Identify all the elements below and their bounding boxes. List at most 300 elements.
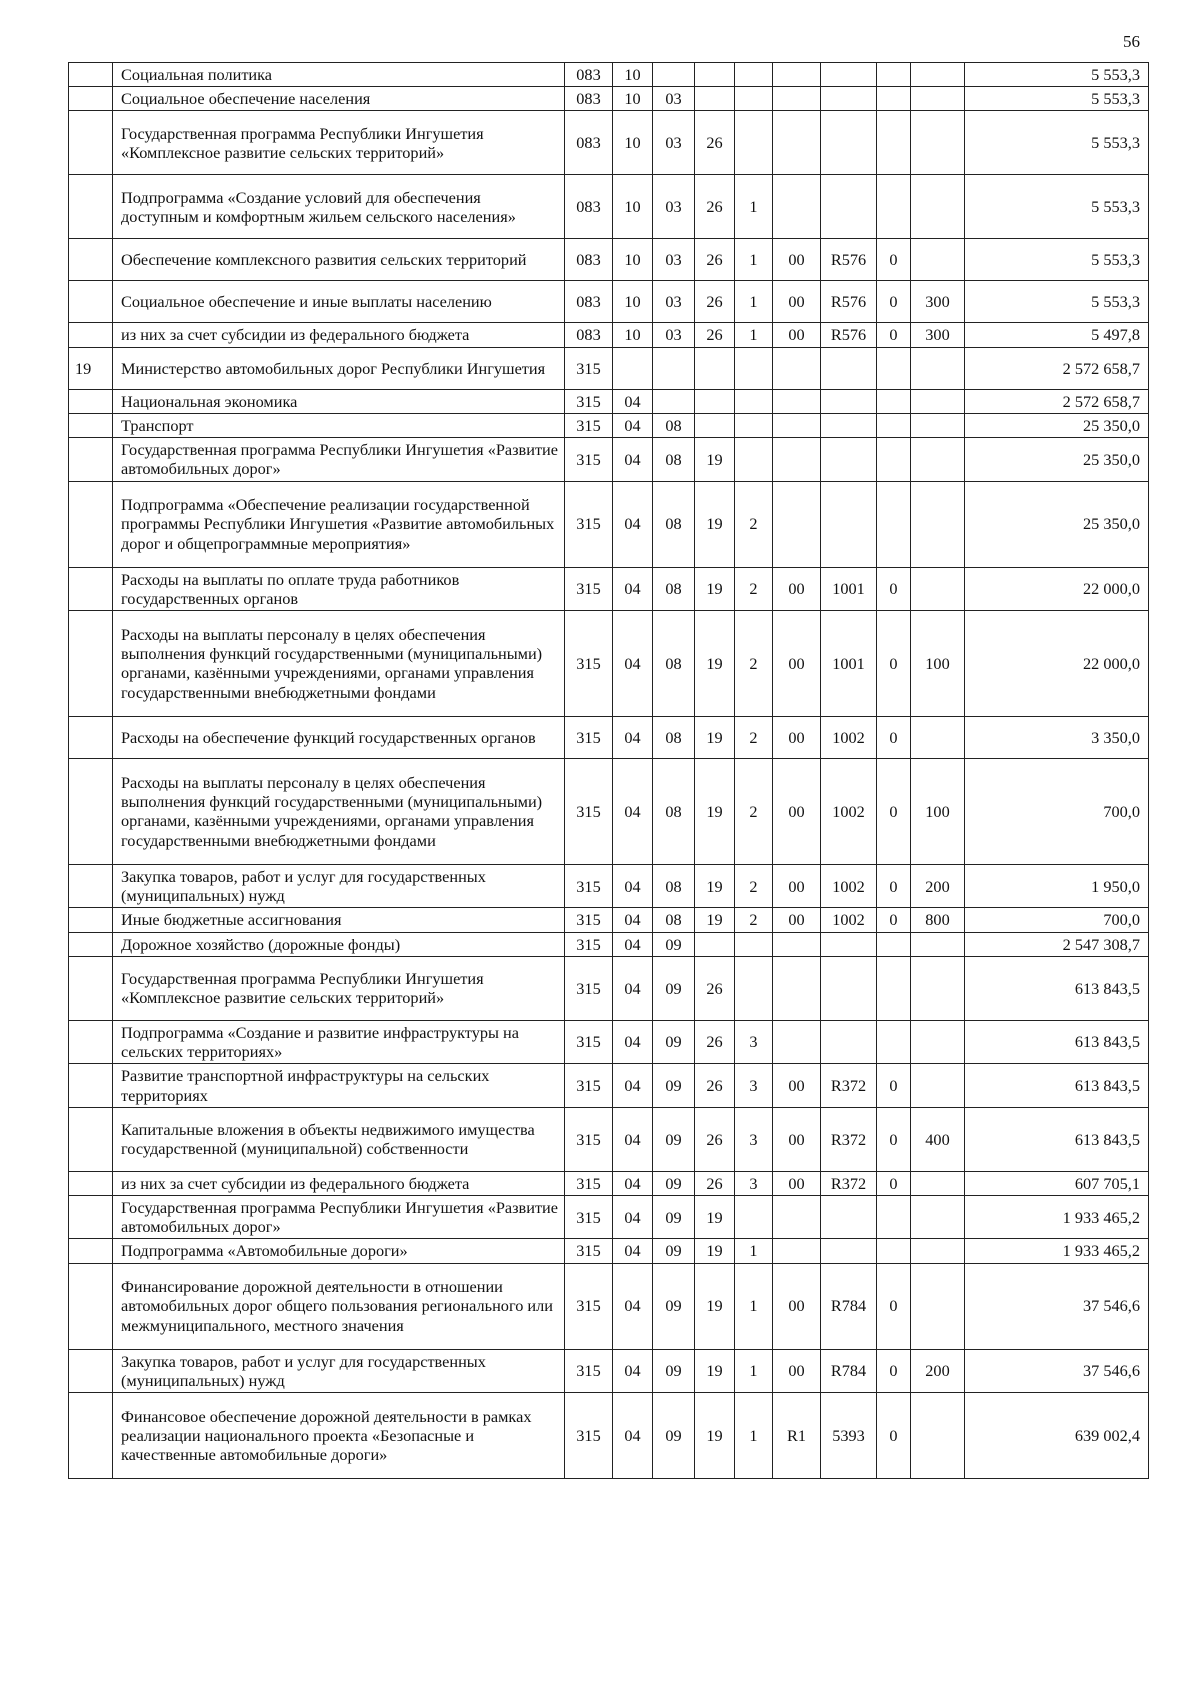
ministry-code: 315 <box>565 567 613 610</box>
expense-type-code <box>911 716 965 758</box>
ministry-code: 083 <box>565 239 613 281</box>
event-code <box>773 481 821 567</box>
table-row <box>69 1107 1149 1171</box>
subsection-code: 09 <box>653 1349 695 1392</box>
section-code: 04 <box>613 1393 653 1479</box>
expense-type-code <box>911 389 965 413</box>
subsection-code: 03 <box>653 323 695 347</box>
direction-code <box>821 175 877 239</box>
table-row <box>69 1195 1149 1238</box>
row-number <box>69 1393 113 1479</box>
ministry-code: 315 <box>565 1195 613 1238</box>
direction-code <box>821 87 877 111</box>
table-row <box>69 239 1149 281</box>
subprogram-code: 1 <box>735 1393 773 1479</box>
row-amount: 5 553,3 <box>965 239 1149 281</box>
subsection-code <box>653 347 695 389</box>
section-code: 10 <box>613 175 653 239</box>
row-name: Дорожное хозяйство (дорожные фонды) <box>113 932 565 956</box>
row-name: из них за счет субсидии из федерального бюджета <box>113 323 565 347</box>
section-code: 04 <box>613 389 653 413</box>
row-name: Социальная политика <box>113 63 565 87</box>
program-code: 19 <box>695 438 735 481</box>
ministry-code: 315 <box>565 908 613 932</box>
program-code: 19 <box>695 610 735 716</box>
subsection-code: 08 <box>653 438 695 481</box>
table-row <box>69 281 1149 323</box>
subprogram-code <box>735 63 773 87</box>
table-row <box>69 956 1149 1020</box>
table-row <box>69 1064 1149 1107</box>
program-code: 26 <box>695 239 735 281</box>
extra-code: 0 <box>877 716 911 758</box>
table-row <box>69 481 1149 567</box>
row-name: Расходы на выплаты персоналу в целях обеспечения выполнения функций государственными (муниципальными) органами, казёнными учреждениями, органами управления государственными внебюджетными фондами <box>113 758 565 864</box>
program-code: 19 <box>695 1263 735 1349</box>
extra-code <box>877 389 911 413</box>
direction-code: R784 <box>821 1349 877 1392</box>
section-code: 04 <box>613 413 653 437</box>
event-code <box>773 347 821 389</box>
row-number <box>69 1239 113 1263</box>
extra-code <box>877 175 911 239</box>
row-name: Финансовое обеспечение дорожной деятельности в рамках реализации национального проекта «Безопасные и качественные автомобильные дороги» <box>113 1393 565 1479</box>
row-amount: 37 546,6 <box>965 1263 1149 1349</box>
extra-code: 0 <box>877 1171 911 1195</box>
row-number <box>69 1195 113 1238</box>
section-code: 10 <box>613 87 653 111</box>
row-number <box>69 111 113 175</box>
row-number: 19 <box>69 347 113 389</box>
row-name: Закупка товаров, работ и услуг для государственных (муниципальных) нужд <box>113 864 565 907</box>
subprogram-code <box>735 389 773 413</box>
event-code: 00 <box>773 610 821 716</box>
table-row <box>69 1020 1149 1063</box>
subsection-code: 03 <box>653 175 695 239</box>
program-code: 26 <box>695 281 735 323</box>
row-amount: 22 000,0 <box>965 567 1149 610</box>
subprogram-code: 1 <box>735 1239 773 1263</box>
table-row <box>69 716 1149 758</box>
table-row <box>69 758 1149 864</box>
row-name: Государственная программа Республики Ингушетия «Развитие автомобильных дорог» <box>113 438 565 481</box>
row-number <box>69 87 113 111</box>
row-number <box>69 610 113 716</box>
extra-code: 0 <box>877 864 911 907</box>
subsection-code: 09 <box>653 1064 695 1107</box>
subsection-code: 09 <box>653 1239 695 1263</box>
extra-code <box>877 63 911 87</box>
subprogram-code <box>735 413 773 437</box>
table-row <box>69 1263 1149 1349</box>
table-row <box>69 932 1149 956</box>
section-code: 04 <box>613 758 653 864</box>
direction-code <box>821 111 877 175</box>
subprogram-code: 2 <box>735 908 773 932</box>
subsection-code: 09 <box>653 1195 695 1238</box>
section-code: 10 <box>613 239 653 281</box>
section-code <box>613 347 653 389</box>
subprogram-code <box>735 111 773 175</box>
section-code: 10 <box>613 111 653 175</box>
expense-type-code: 200 <box>911 1349 965 1392</box>
direction-code <box>821 347 877 389</box>
expense-type-code <box>911 413 965 437</box>
expense-type-code <box>911 956 965 1020</box>
extra-code <box>877 413 911 437</box>
program-code: 26 <box>695 1107 735 1171</box>
row-number <box>69 481 113 567</box>
row-amount: 22 000,0 <box>965 610 1149 716</box>
row-number <box>69 932 113 956</box>
row-name: Обеспечение комплексного развития сельских территорий <box>113 239 565 281</box>
row-amount: 1 933 465,2 <box>965 1195 1149 1238</box>
ministry-code: 315 <box>565 1064 613 1107</box>
direction-code <box>821 932 877 956</box>
ministry-code: 315 <box>565 1171 613 1195</box>
extra-code <box>877 438 911 481</box>
direction-code: R372 <box>821 1107 877 1171</box>
expense-type-code <box>911 347 965 389</box>
ministry-code: 315 <box>565 1393 613 1479</box>
program-code <box>695 63 735 87</box>
expense-type-code <box>911 63 965 87</box>
direction-code: 1002 <box>821 716 877 758</box>
row-name: Социальное обеспечение и иные выплаты населению <box>113 281 565 323</box>
row-number <box>69 758 113 864</box>
direction-code: 1001 <box>821 567 877 610</box>
extra-code <box>877 932 911 956</box>
row-number <box>69 63 113 87</box>
row-name: Государственная программа Республики Ингушетия «Комплексное развитие сельских территорий» <box>113 956 565 1020</box>
row-number <box>69 908 113 932</box>
row-number <box>69 438 113 481</box>
section-code: 04 <box>613 1171 653 1195</box>
table-row <box>69 567 1149 610</box>
event-code: 00 <box>773 1349 821 1392</box>
event-code: 00 <box>773 758 821 864</box>
section-code: 04 <box>613 1349 653 1392</box>
row-number <box>69 1349 113 1392</box>
section-code: 04 <box>613 610 653 716</box>
program-code: 19 <box>695 567 735 610</box>
row-number <box>69 1064 113 1107</box>
subprogram-code: 2 <box>735 716 773 758</box>
table-row <box>69 63 1149 87</box>
subsection-code: 09 <box>653 956 695 1020</box>
row-number <box>69 1171 113 1195</box>
expense-type-code: 100 <box>911 758 965 864</box>
row-number <box>69 281 113 323</box>
program-code: 26 <box>695 956 735 1020</box>
subsection-code: 08 <box>653 413 695 437</box>
expense-type-code: 200 <box>911 864 965 907</box>
row-number <box>69 1263 113 1349</box>
section-code: 10 <box>613 63 653 87</box>
section-code: 04 <box>613 1020 653 1063</box>
row-number <box>69 175 113 239</box>
event-code: 00 <box>773 281 821 323</box>
program-code: 19 <box>695 1239 735 1263</box>
row-amount: 613 843,5 <box>965 956 1149 1020</box>
subprogram-code: 2 <box>735 567 773 610</box>
extra-code: 0 <box>877 610 911 716</box>
subsection-code: 09 <box>653 1393 695 1479</box>
subprogram-code <box>735 1195 773 1238</box>
subprogram-code <box>735 438 773 481</box>
row-amount: 613 843,5 <box>965 1064 1149 1107</box>
subprogram-code: 2 <box>735 758 773 864</box>
extra-code <box>877 481 911 567</box>
expense-type-code <box>911 1171 965 1195</box>
expense-type-code <box>911 111 965 175</box>
subprogram-code: 2 <box>735 864 773 907</box>
event-code: 00 <box>773 908 821 932</box>
extra-code <box>877 1195 911 1238</box>
row-name: Социальное обеспечение населения <box>113 87 565 111</box>
direction-code: R372 <box>821 1064 877 1107</box>
event-code <box>773 438 821 481</box>
subprogram-code: 1 <box>735 281 773 323</box>
ministry-code: 315 <box>565 481 613 567</box>
extra-code <box>877 111 911 175</box>
direction-code: R784 <box>821 1263 877 1349</box>
section-code: 04 <box>613 1239 653 1263</box>
expense-type-code <box>911 1393 965 1479</box>
subsection-code: 03 <box>653 239 695 281</box>
section-code: 10 <box>613 281 653 323</box>
ministry-code: 083 <box>565 87 613 111</box>
subsection-code: 08 <box>653 610 695 716</box>
event-code: 00 <box>773 1107 821 1171</box>
ministry-code: 083 <box>565 323 613 347</box>
subsection-code: 03 <box>653 87 695 111</box>
extra-code: 0 <box>877 1064 911 1107</box>
row-name: Министерство автомобильных дорог Республики Ингушетия <box>113 347 565 389</box>
extra-code: 0 <box>877 758 911 864</box>
row-number <box>69 716 113 758</box>
subsection-code: 08 <box>653 716 695 758</box>
extra-code <box>877 1239 911 1263</box>
row-number <box>69 413 113 437</box>
section-code: 04 <box>613 932 653 956</box>
ministry-code: 315 <box>565 438 613 481</box>
subsection-code <box>653 389 695 413</box>
subprogram-code: 1 <box>735 175 773 239</box>
subprogram-code <box>735 347 773 389</box>
direction-code: 5393 <box>821 1393 877 1479</box>
expense-type-code: 300 <box>911 281 965 323</box>
extra-code: 0 <box>877 567 911 610</box>
direction-code <box>821 413 877 437</box>
row-amount: 25 350,0 <box>965 413 1149 437</box>
ministry-code: 315 <box>565 864 613 907</box>
table-row <box>69 175 1149 239</box>
row-name: Государственная программа Республики Ингушетия «Комплексное развитие сельских территорий» <box>113 111 565 175</box>
event-code <box>773 1239 821 1263</box>
ministry-code: 083 <box>565 281 613 323</box>
table-row <box>69 413 1149 437</box>
program-code <box>695 347 735 389</box>
row-amount: 2 572 658,7 <box>965 389 1149 413</box>
row-name: Транспорт <box>113 413 565 437</box>
row-name: Подпрограмма «Автомобильные дороги» <box>113 1239 565 1263</box>
subprogram-code <box>735 932 773 956</box>
expense-type-code <box>911 1020 965 1063</box>
subsection-code: 09 <box>653 1107 695 1171</box>
table-row <box>69 347 1149 389</box>
subsection-code: 09 <box>653 1020 695 1063</box>
program-code <box>695 413 735 437</box>
subsection-code: 09 <box>653 932 695 956</box>
subprogram-code: 2 <box>735 610 773 716</box>
table-row <box>69 610 1149 716</box>
table-row <box>69 908 1149 932</box>
section-code: 04 <box>613 438 653 481</box>
table-row <box>69 1239 1149 1263</box>
event-code: 00 <box>773 1064 821 1107</box>
extra-code <box>877 1020 911 1063</box>
ministry-code: 083 <box>565 63 613 87</box>
direction-code: 1002 <box>821 758 877 864</box>
expense-type-code: 100 <box>911 610 965 716</box>
program-code: 26 <box>695 1020 735 1063</box>
subsection-code: 03 <box>653 281 695 323</box>
subprogram-code: 3 <box>735 1020 773 1063</box>
ministry-code: 315 <box>565 932 613 956</box>
extra-code: 0 <box>877 1393 911 1479</box>
table-row <box>69 111 1149 175</box>
ministry-code: 315 <box>565 1263 613 1349</box>
subprogram-code: 1 <box>735 323 773 347</box>
expense-type-code: 300 <box>911 323 965 347</box>
row-amount: 25 350,0 <box>965 438 1149 481</box>
extra-code: 0 <box>877 1263 911 1349</box>
row-amount: 5 553,3 <box>965 87 1149 111</box>
row-amount: 5 553,3 <box>965 111 1149 175</box>
program-code: 19 <box>695 758 735 864</box>
row-number <box>69 239 113 281</box>
section-code: 04 <box>613 956 653 1020</box>
subprogram-code <box>735 87 773 111</box>
direction-code <box>821 438 877 481</box>
event-code <box>773 413 821 437</box>
extra-code: 0 <box>877 1107 911 1171</box>
direction-code <box>821 1195 877 1238</box>
program-code: 19 <box>695 1349 735 1392</box>
row-name: Закупка товаров, работ и услуг для государственных (муниципальных) нужд <box>113 1349 565 1392</box>
section-code: 04 <box>613 1064 653 1107</box>
ministry-code: 315 <box>565 716 613 758</box>
direction-code: R576 <box>821 281 877 323</box>
section-code: 04 <box>613 716 653 758</box>
row-amount: 2 547 308,7 <box>965 932 1149 956</box>
program-code <box>695 389 735 413</box>
event-code: R1 <box>773 1393 821 1479</box>
event-code <box>773 1020 821 1063</box>
ministry-code: 315 <box>565 610 613 716</box>
subsection-code: 08 <box>653 908 695 932</box>
ministry-code: 315 <box>565 1349 613 1392</box>
expense-type-code <box>911 239 965 281</box>
table-row <box>69 87 1149 111</box>
section-code: 04 <box>613 908 653 932</box>
row-amount: 5 553,3 <box>965 281 1149 323</box>
row-amount: 37 546,6 <box>965 1349 1149 1392</box>
direction-code <box>821 481 877 567</box>
row-amount: 613 843,5 <box>965 1107 1149 1171</box>
row-name: Подпрограмма «Создание условий для обеспечения доступным и комфортным жильем сельского населения» <box>113 175 565 239</box>
program-code <box>695 932 735 956</box>
expense-type-code <box>911 567 965 610</box>
event-code: 00 <box>773 567 821 610</box>
page-number: 56 <box>1123 32 1140 51</box>
direction-code: 1002 <box>821 864 877 907</box>
expense-type-code <box>911 87 965 111</box>
direction-code: R372 <box>821 1171 877 1195</box>
subsection-code: 03 <box>653 111 695 175</box>
direction-code <box>821 63 877 87</box>
ministry-code: 315 <box>565 413 613 437</box>
subsection-code: 08 <box>653 567 695 610</box>
expense-type-code <box>911 1064 965 1107</box>
direction-code: 1001 <box>821 610 877 716</box>
event-code <box>773 1195 821 1238</box>
section-code: 04 <box>613 1263 653 1349</box>
row-amount: 25 350,0 <box>965 481 1149 567</box>
direction-code <box>821 1020 877 1063</box>
row-amount: 1 950,0 <box>965 864 1149 907</box>
row-name: Финансирование дорожной деятельности в отношении автомобильных дорог общего пользования регионального или межмуниципального, местного значения <box>113 1263 565 1349</box>
row-number <box>69 567 113 610</box>
program-code: 19 <box>695 864 735 907</box>
program-code: 26 <box>695 323 735 347</box>
event-code <box>773 389 821 413</box>
row-name: из них за счет субсидии из федерального бюджета <box>113 1171 565 1195</box>
program-code: 19 <box>695 481 735 567</box>
ministry-code: 315 <box>565 758 613 864</box>
row-name: Расходы на выплаты по оплате труда работников государственных органов <box>113 567 565 610</box>
ministry-code: 315 <box>565 1107 613 1171</box>
row-amount: 5 497,8 <box>965 323 1149 347</box>
row-amount: 700,0 <box>965 908 1149 932</box>
subprogram-code: 1 <box>735 1263 773 1349</box>
direction-code: R576 <box>821 323 877 347</box>
row-amount: 1 933 465,2 <box>965 1239 1149 1263</box>
row-name: Расходы на выплаты персоналу в целях обеспечения выполнения функций государственными (муниципальными) органами, казёнными учреждениями, органами управления государственными внебюджетными фондами <box>113 610 565 716</box>
subprogram-code: 3 <box>735 1107 773 1171</box>
subsection-code: 08 <box>653 864 695 907</box>
table-row <box>69 1349 1149 1392</box>
row-name: Подпрограмма «Обеспечение реализации государственной программы Республики Ингушетия «Развитие автомобильных дорог и общепрограммные мероприятия» <box>113 481 565 567</box>
row-number <box>69 389 113 413</box>
row-amount: 5 553,3 <box>965 175 1149 239</box>
program-code: 26 <box>695 1064 735 1107</box>
row-name: Подпрограмма «Создание и развитие инфраструктуры на сельских территориях» <box>113 1020 565 1063</box>
table-row <box>69 389 1149 413</box>
expense-type-code <box>911 175 965 239</box>
row-name: Капитальные вложения в объекты недвижимого имущества государственной (муниципальной) собственности <box>113 1107 565 1171</box>
row-number <box>69 1020 113 1063</box>
extra-code <box>877 956 911 1020</box>
ministry-code: 315 <box>565 1020 613 1063</box>
row-number <box>69 864 113 907</box>
subprogram-code: 1 <box>735 1349 773 1392</box>
ministry-code: 083 <box>565 175 613 239</box>
expense-type-code <box>911 438 965 481</box>
table-row <box>69 1393 1149 1479</box>
section-code: 04 <box>613 481 653 567</box>
